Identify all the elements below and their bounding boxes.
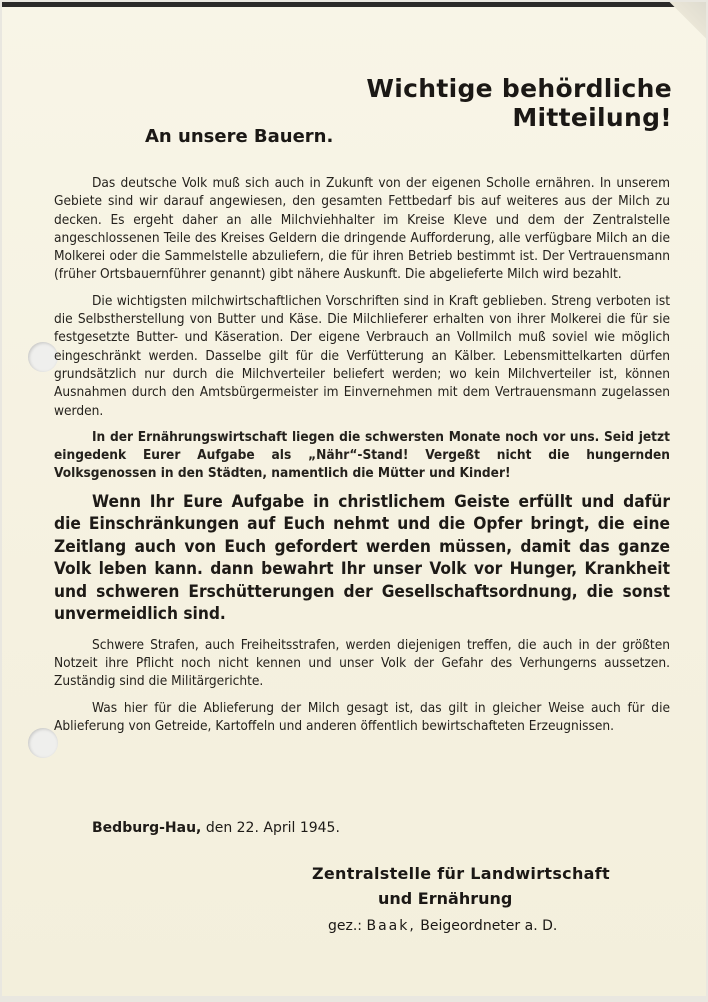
signed-title: Beigeordneter a. D. (420, 918, 558, 934)
signed-name: Baak, (366, 918, 416, 934)
document-subtitle: An unsere Bauern. (145, 126, 334, 147)
folded-corner (666, 2, 706, 42)
paragraph-milk-delivery: Das deutsche Volk muß sich auch in Zukunft von der eigenen Scholle ernähren. In unserem Gebiete sind wir darauf angewiesen, den gesamten Fettbedarf bis auf weiteres aus der Milch zu decken. Es ergeht daher an alle Milchviehhalter im Kreise Kleve und dem der Zentralstelle angeschlossenen Teile des Kreises Geldern die dringende Aufforderung, alle verfügbare Milch an die Molkerei oder die Sammelstelle abzuliefern, die für ihren Betrieb bestimmt ist. Der Vertrauensmann (früher Ortsbauernführer genannt) gibt nähere Auskunft. Die abgelieferte Milch wird bezahlt. (54, 175, 670, 283)
signed-prefix: gez.: (328, 918, 363, 934)
place: Bedburg-Hau, (92, 820, 202, 836)
organization-line-2: und Ernährung (378, 889, 513, 908)
scan-top-border (2, 2, 706, 7)
place-date-line (92, 820, 340, 836)
paragraph-other-products: Was hier für die Ablieferung der Milch gesagt ist, das gilt in gleicher Weise auch für die Ablieferung von Getreide, Kartoffeln und anderen öffentlich bewirtschafteten Erzeugnissen. (54, 699, 670, 734)
organization-line-1: Zentralstelle für Landwirtschaft (312, 864, 610, 883)
date: den 22. April 1945. (205, 820, 340, 836)
paragraph-main-appeal: Wenn Ihr Eure Aufgabe in christlichem Geiste erfüllt und dafür die Einschränkungen auf Euch nehmt und die Opfer bringt, die eine Zeitlang auch von Euch gefordert werden müssen, damit das ganze Volk leben kann. dann bewahrt Ihr unser Volk vor Hunger, Krankheit und schweren Erschütterungen der Gesellschaftsordnung, die sonst unvermeidlich sind. (54, 491, 670, 625)
paragraph-penalties: Schwere Strafen, auch Freiheitsstrafen, werden diejenigen treffen, die auch in der größten Notzeit ihre Pflicht noch nicht kennen und unser Volk der Gefahr des Verhungerns aussetzen. Zuständig sind die Militärgerichte. (54, 636, 670, 690)
paragraph-appeal: In der Ernährungswirtschaft liegen die schwersten Monate noch vor uns. Seid jetzt eingedenk Eurer Aufgabe als „Nähr“-Stand! Vergeßt nicht die hungernden Volksgenossen in den Städten, namentlich die Mütter und Kinder! (54, 428, 670, 482)
paragraph-regulations: Die wichtigsten milchwirtschaftlichen Vorschriften sind in Kraft geblieben. Streng verboten ist die Selbstherstellung von Butter und Käse. Die Milchlieferer erhalten von ihrer Molkerei die für sie festgesetzte Butter- und Käseration. Der eigene Verbrauch an Vollmilch muß soviel wie möglich eingeschränkt werden. Dasselbe gilt für die Verfütterung an Kälber. Lebensmittelkarten dürfen grundsätzlich nur durch die Milchverteiler beliefert werden; wo kein Milchverteiler ist, können Ausnahmen durch den Amtsbürgermeister im Einvernehmen mit dem Vertrauensmann zugelassen werden. (54, 292, 670, 419)
document-title: Wichtige behördliche Mitteilung! (366, 74, 672, 132)
document-body (54, 174, 670, 743)
document-page (2, 2, 706, 996)
signed-line (328, 918, 652, 934)
signature-block (312, 864, 652, 934)
